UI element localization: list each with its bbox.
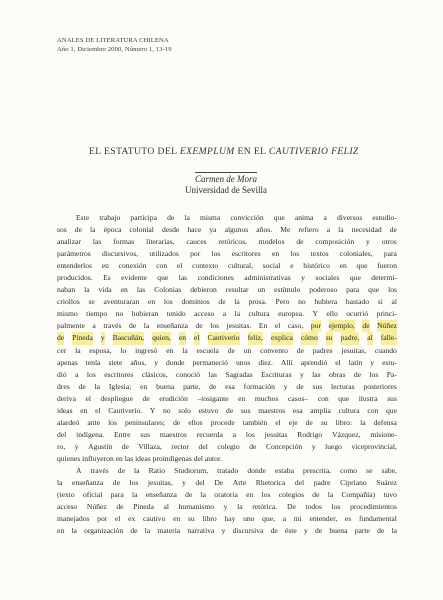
title-part-3: EN EL: [234, 146, 269, 157]
author-affiliation: Universidad de Sevilla: [185, 185, 267, 195]
text-line: sos de la época colonial desde hace ya algunos años. Me refiero a la necesidad de: [57, 225, 397, 235]
author-block: [180, 172, 272, 196]
journal-name: ANALES DE LITERATURA CHILENA: [57, 37, 169, 44]
text-line: manejados por el ex cautivo en su libro hay uno que, a mi entender, es fundamental: [57, 514, 397, 524]
text-line: palmente a través de la enseñanza de los jesuitas. En el caso, por ejemplo, de Núñez: [57, 320, 397, 332]
author-name: Carmen de Mora: [195, 174, 257, 184]
text-line: criollos se aventuraran en los dominios de la prosa. Pero no hubiera bastado si al: [57, 297, 397, 307]
text-line: A través de la Ratio Studiorum, tratado donde estaba prescrita, como se sabe,: [76, 465, 397, 475]
article-body: [57, 212, 397, 537]
text-line: del indígena. Entre sus maestros recuerda a los jesuitas Rodrigo Vázquez, misione-: [57, 429, 397, 439]
text-line: analizar las formas literarias, cauces retóricos, modelos de composición y otros: [57, 237, 397, 247]
text-line: cer la esposa, lo ingresó en la escuela de un convento de padres jesuitas, cuando: [57, 345, 397, 355]
text-line: naban la vida en las Colonias debieron resultar un estímulo poderoso para que los: [57, 285, 397, 295]
text-line: Este trabajo participa de la misma convicción que anima a diversos estudio-: [76, 213, 397, 222]
text-line: alardeó ante los peninsulares; de ellos procede también el eje de su libro: la defensa: [57, 417, 397, 427]
text-line: mismo tiempo no hubieran tenido acceso a la cultura europea. Y ello ocurrió princi-: [57, 309, 397, 319]
title-part-1: EL ESTATUTO DEL: [89, 146, 180, 157]
text-line: acceso Núñez de Pineda al humanismo y la retórica. De todos los procedimientos: [57, 502, 397, 512]
text-line: ideas en el Cautiverio. Y no solo estuvo de sus maestros esa amplia cultura con que: [57, 405, 397, 415]
title-part-4: CAUTIVERIO FELIZ: [268, 146, 359, 157]
text-line: entenderlos en conexión con el contexto cultural, social e histórico en que fueron: [57, 261, 397, 271]
text-line: dió a los escritores clásicos, conoció las Sagradas Escrituras y las obras de los Pa-: [57, 369, 397, 379]
text-line: la enseñanza de los jesuitas, y del De Arte Rhetorica del padre Cipriano Suárez: [57, 478, 397, 488]
text-line: dres de la Iglesia; en buena parte, de esa formación y de sus lecturas posteriores: [57, 381, 397, 391]
text-line: ro, y Agustín de Villaza, rector del colegio de Concepción y luego viceprovincial,: [57, 441, 397, 451]
text-line: deriva el despliegue de erudición –tosigante en muchos casos– con que ilustra sus: [57, 393, 397, 403]
text-line: de Pineda y Bascuñán, quien, en el Cautiverio feliz, explica cómo su padre, al falle-: [57, 332, 397, 344]
text-line: producidos. Es evidente que las condiciones administrativas y sociales que determi-: [57, 273, 397, 283]
journal-header: [57, 36, 172, 54]
text-line: parámetros discursivos, utilizados por los escritores en los textos coloniales, para: [57, 249, 397, 259]
text-line: apenas tenía siete años, y donde permaneció unos diez. Allí aprendió el latín y estu-: [57, 357, 397, 367]
article-title: [89, 146, 359, 157]
text-line: quienes influyeron en las ideas proindígenas del autor.: [57, 453, 222, 463]
issue-info: Año 1, Diciembre 2000, Número 1, 13-19: [57, 46, 172, 53]
text-line: (texto oficial para la enseñanza de la oratoria en los colegios de la Compañía) tuvo: [57, 490, 397, 500]
title-part-2: EXEMPLUM: [179, 146, 235, 157]
text-line: en la organización de la materia narrativa y discursiva de éste y de buena parte de la: [57, 526, 397, 536]
